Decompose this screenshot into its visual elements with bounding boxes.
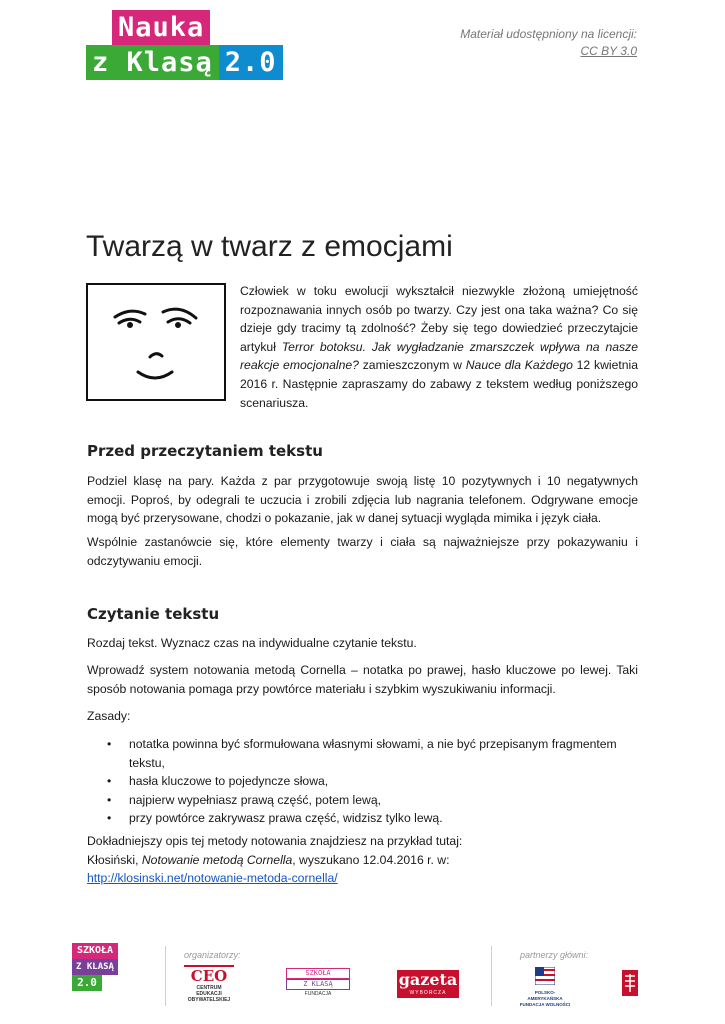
source-title: Nauce dla Każdego xyxy=(465,358,573,373)
partner-emblem-icon xyxy=(622,970,638,996)
rule-text: przy powtórce zakrywasz prawa część, widzisz tylko lewą. xyxy=(129,811,443,826)
mouth xyxy=(138,372,172,378)
emblem-icon xyxy=(622,970,638,996)
organizers-label: organizatorzy: xyxy=(184,950,241,960)
szkola-line1: SZKOŁA xyxy=(72,943,118,959)
rules-label: Zasady: xyxy=(87,709,131,723)
bullet-icon: • xyxy=(107,792,112,807)
intro-text-2: zamieszczonym w xyxy=(358,358,466,373)
bullet-icon: • xyxy=(107,774,112,789)
rules-list xyxy=(87,735,638,828)
bullet-icon: • xyxy=(107,811,112,826)
ceo-logo-text: CEO xyxy=(184,965,234,985)
footer-divider xyxy=(165,946,166,1006)
intro-paragraph xyxy=(240,282,638,412)
rule-text: hasła kluczowe to pojedyncze słowa, xyxy=(129,774,329,789)
flag-icon xyxy=(535,967,555,985)
section1-paragraph-1: Podziel klasę na pary. Każda z par przygotowuje swoją listę 10 pozytywnych i 10 negatywnych emocji. Poproś, by odegrali te uczucia i zrobili zdjęcia lub nagrania telefonem. Odgrywane emocje mogą być przerysowane, chodzi o pokazanie, jak w danej sytuacji wygląda mimika i język ciała. xyxy=(87,474,638,526)
section-heading-reading: Czytanie tekstu xyxy=(87,605,220,623)
fundacja-top: SZKOŁA xyxy=(286,968,350,979)
more-info xyxy=(87,832,638,888)
nauka-z-klasa-logo xyxy=(86,10,283,80)
bullet-icon: • xyxy=(107,737,112,751)
gazeta-logo-subtext: WYBORCZA xyxy=(409,990,447,996)
citation xyxy=(87,851,638,870)
fundacja-logo xyxy=(286,968,350,998)
ceo-logo-subtext: CENTRUM EDUKACJI OBYWATELSKIEJ xyxy=(187,985,231,1003)
fundacja-mid: Z KLASĄ xyxy=(286,979,350,990)
ceo-logo xyxy=(184,965,234,1003)
page-title: Twarzą w twarz z emocjami xyxy=(86,230,453,263)
gazeta-logo xyxy=(397,970,459,998)
left-pupil xyxy=(127,322,133,328)
footer-divider xyxy=(491,946,492,1006)
citation-title: Notowanie metodą Cornella xyxy=(141,852,293,867)
right-pupil xyxy=(175,322,181,328)
logo-line2-part2: 2.0 xyxy=(219,45,283,80)
partners-label: partnerzy główni: xyxy=(520,950,589,960)
pafw-logo-text: POLSKO-AMERYKAŃSKA FUNDACJA WOLNOŚCI xyxy=(519,990,571,1007)
fundacja-label: FUNDACJA xyxy=(304,991,332,997)
logo-line1: Nauka xyxy=(112,10,210,45)
cornell-method-link[interactable]: http://klosinski.net/notowanie-metoda-cornella/ xyxy=(87,871,338,886)
section2-paragraph-2: Wprowadź system notowania metodą Cornella – notatka po prawej, hasło kluczowe po lewej. Taki sposób notowania pomaga przy powtórce materiału i szybkim wyszukiwaniu informacji. xyxy=(87,663,638,696)
intro-text-3: 12 kwietnia 2016 r. Następnie zapraszamy do zabawy z tekstem według poniższego scenariusza. xyxy=(240,358,639,410)
szkola-z-klasa-logo xyxy=(72,943,118,991)
gazeta-logo-text: gazeta xyxy=(398,970,458,989)
license-text: Materiał udostępniony na licencji: xyxy=(460,27,637,41)
pafw-logo xyxy=(519,967,571,1008)
list-item xyxy=(87,809,638,828)
list-item xyxy=(87,791,638,810)
rule-text: najpierw wypełniasz prawą część, potem lewą, xyxy=(129,792,381,807)
face-drawing xyxy=(88,285,224,399)
logo-line2-part1: z Klasą xyxy=(86,45,219,80)
license-link[interactable]: CC BY 3.0 xyxy=(580,44,637,58)
nose xyxy=(150,354,162,357)
left-eyebrow xyxy=(115,311,145,317)
right-eyebrow xyxy=(163,309,196,318)
section-heading-before-reading: Przed przeczytaniem tekstu xyxy=(87,442,323,460)
szkola-line3: 2.0 xyxy=(72,975,102,991)
szkola-line2: Z KLASĄ xyxy=(72,959,118,975)
list-item xyxy=(87,735,638,772)
section1-paragraph-2: Wspólnie zastanówcie się, które elementy twarzy i ciała są najważniejsze przy pokazywaniu i odczytywaniu emocji. xyxy=(87,535,638,568)
license-note xyxy=(460,26,637,60)
more-info-line1: Dokładniejszy opis tej metody notowania znajdziesz na przykład tutaj: xyxy=(87,834,463,848)
intro-text-1: Człowiek w toku ewolucji wykształcił niezwykle złożoną umiejętność rozpoznawania innych osób po twarzy. Czy jest ona taka ważna? Co się dzieje gdy tracimy tą zdolność? Żeby się tego dowiedzieć przeczytajcie artykuł xyxy=(240,284,638,354)
citation-author: Kłosiński, xyxy=(87,852,142,867)
face-illustration xyxy=(86,283,226,401)
citation-rest: , wyszukano 12.04.2016 r. w: xyxy=(292,852,450,867)
list-item xyxy=(87,772,638,791)
section2-paragraph-1: Rozdaj tekst. Wyznacz czas na indywidualne czytanie tekstu. xyxy=(87,636,417,650)
article-title: Terror botoksu. Jak wygładzanie zmarszczek wpływa na nasze reakcje emocjonalne? xyxy=(240,339,638,373)
rule-text: notatka powinna być sformułowana własnymi słowami, a nie być przepisanym fragmentem tekstu, xyxy=(129,737,617,770)
